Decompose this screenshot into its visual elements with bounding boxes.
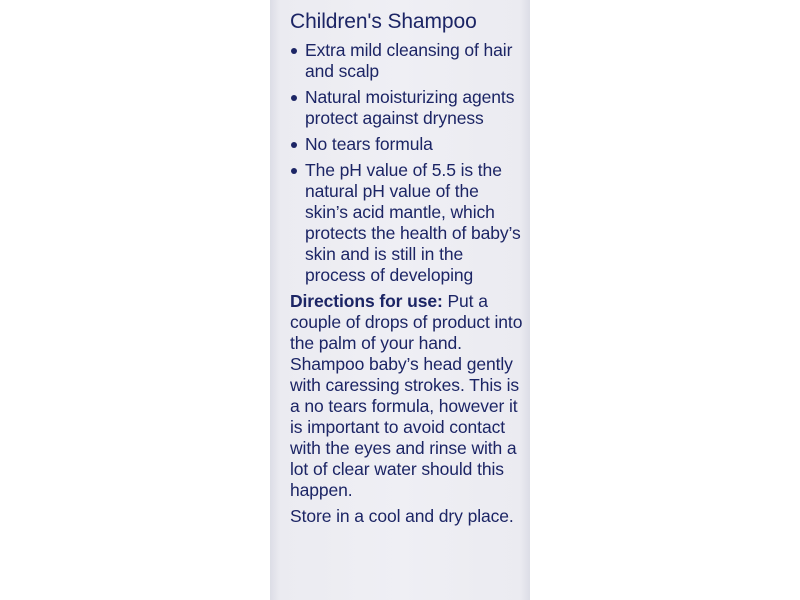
directions-text: Put a couple of drops of product into the palm of your hand. Shampoo baby’s head gently with caressing strokes. This is a no tears formula, however it is important to avoid contact with the eyes and rinse with a lot of clear water should this happen. (290, 291, 523, 500)
bullet-dot-icon (291, 142, 297, 148)
storage-instructions: Store in a cool and dry place. (290, 506, 514, 526)
feature-text: Extra mild cleansing of hair and scalp (305, 40, 513, 81)
feature-text: Natural moisturizing agents protect against dryness (305, 87, 515, 128)
feature-text: No tears formula (305, 134, 433, 154)
feature-text: The pH value of 5.5 is the natural pH value of the skin’s acid mantle, which protects the health of baby’s skin and is still in the process of developing (305, 160, 521, 285)
product-label-panel (270, 0, 530, 600)
feature-item (290, 160, 525, 286)
directions-heading: Directions for use: (290, 291, 443, 311)
label-content (290, 9, 525, 527)
feature-item (290, 87, 525, 129)
feature-item (290, 134, 525, 155)
bullet-dot-icon (291, 48, 297, 54)
bullet-dot-icon (291, 168, 297, 174)
directions-paragraph (290, 291, 525, 501)
product-title: Children's Shampoo (290, 10, 477, 33)
feature-list (290, 40, 525, 286)
feature-item (290, 40, 525, 82)
bullet-dot-icon (291, 95, 297, 101)
